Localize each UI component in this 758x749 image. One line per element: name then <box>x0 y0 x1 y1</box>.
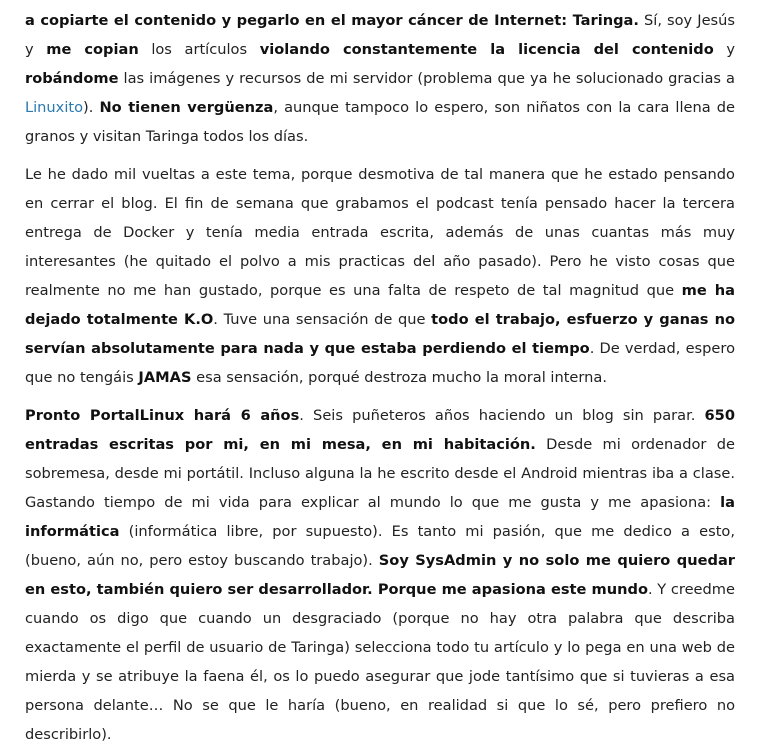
paragraph-3 <box>25 401 735 749</box>
text-run: . Tuve una sensación de que <box>213 311 432 328</box>
bold-text: JAMAS <box>138 369 192 386</box>
bold-text: me ha dejado totalmente K.O <box>25 282 735 328</box>
text-run: las imágenes y recursos de mi servidor (problema que ya he solucionado gracias a <box>118 70 735 87</box>
text-run: los artículos <box>138 41 260 58</box>
text-run: Le he dado mil vueltas a este tema, porque desmotiva de tal manera que he estado pensando en cerrar el blog. El fin de semana que grabamos el podcast tenía pensado hacer la tercera entrega de Docker y tenía media entrada escrita, además de unas cuantas más muy interesantes (he quitado el polvo a mis practicas del año pasado). Pero he visto cosas que realmente no me han gustado, porque es una falta de respeto de tal magnitud que <box>25 166 735 299</box>
text-run: esa sensación, porqué destroza mucho la moral interna. <box>191 369 607 386</box>
bold-text: todo el trabajo, esfuerzo y ganas no servían absolutamente para nada y que estaba perdiendo el tiempo <box>25 311 735 357</box>
text-run: Desde mi ordenador de sobremesa, desde mi portátil. Incluso alguna la he escrito desde el Android mientras iba a clase. Gastando tiempo de mi vida para explicar al mundo lo que me gusta y me apasiona: <box>25 436 735 511</box>
text-run: . Y creedme cuando os digo que cuando un desgraciado (porque no hay otra palabra que describa exactamente el perfil de usuario de Taringa) selecciona todo tu artículo y lo pega en una web de mierda y se atribuye la faena él, os lo puedo asegurar que jode tantísimo que si tuvieras a esa persona delante… No se que le haría (bueno, en realidad si que lo sé, pero prefiero no describirlo). <box>25 581 735 743</box>
text-run: y <box>713 41 735 58</box>
linuxito-link[interactable]: Linuxito <box>25 99 84 116</box>
bold-text: me copian <box>46 41 139 58</box>
bold-text: a copiarte el contenido y pegarlo en el mayor cáncer de Internet: Taringa. <box>25 12 639 29</box>
text-run: Sí, soy Jesús y <box>25 12 736 58</box>
text-run: . De verdad, espero que no tengáis <box>25 340 735 386</box>
bold-text: robándome <box>25 70 119 87</box>
bold-text: 650 entradas escritas por mi, en mi mesa, en mi habitación. <box>25 407 735 453</box>
paragraph-1 <box>25 6 735 151</box>
text-run: , aunque tampoco lo espero, son niñatos con la cara llena de granos y visitan Taringa todos los días. <box>25 99 736 145</box>
bold-text: Soy SysAdmin y no solo me quiero quedar en esto, también quiero ser desarrollador. Porque me apasiona este mundo <box>25 552 736 598</box>
text-run: . Seis puñeteros años haciendo un blog sin parar. <box>299 407 705 424</box>
paragraph-2 <box>25 160 735 392</box>
bold-text: No tienen vergüenza <box>99 99 274 116</box>
text-run: ). <box>83 99 100 116</box>
bold-text: la informática <box>25 494 735 540</box>
text-run: (informática libre, por supuesto). Es tanto mi pasión, que me dedico a esto, (bueno, aún no, pero estoy buscando trabajo). <box>25 523 735 569</box>
bold-text: Pronto PortalLinux hará 6 años <box>25 407 300 424</box>
bold-text: violando constantemente la licencia del contenido <box>259 41 714 58</box>
